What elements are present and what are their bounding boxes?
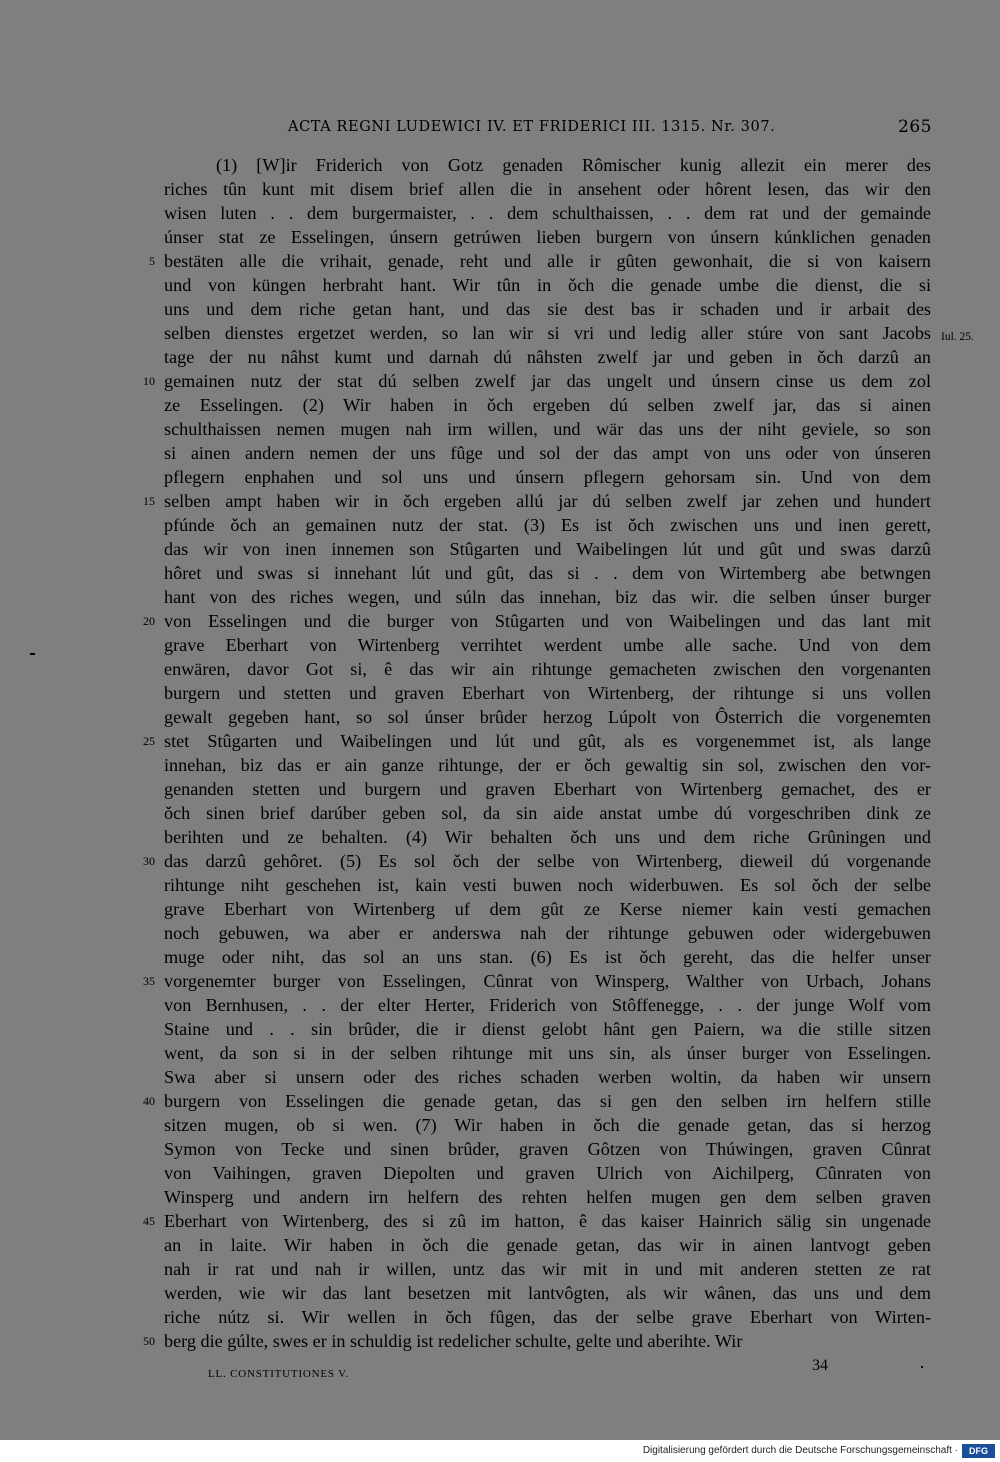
text-line: Staine und . . sin brûder, die ir dienst gelobt hânt gen Paiern, wa die stille sitzen	[164, 1019, 931, 1039]
text-line: schulthaissen nemen mugen nah irm willen, und wär das uns der niht geviele, so son	[164, 419, 931, 439]
text-line: berg die gúlte, swes er in schuldig ist redelicher schulte, gelte und aberihte. Wir	[164, 1331, 743, 1351]
line-number: 35	[143, 974, 155, 988]
text-line: hant von des riches wegen, und súln das innehan, biz das wir. die selben únser burger	[164, 587, 931, 607]
text-line: Winsperg und andern irn helfern des rehten helfen mugen gen dem selben graven	[164, 1187, 931, 1207]
text-line: an in laite. Wir haben in ǒch die genade getan, das wir in ainen lantvogt geben	[164, 1235, 931, 1255]
footer-signature-mark: 34	[812, 1357, 828, 1374]
text-line: Symon von Tecke und sinen brûder, graven Gôtzen von Thúwingen, graven Cûnrat	[164, 1139, 931, 1159]
line-number: 5	[149, 254, 155, 268]
text-line: pfúnde ǒch an gemainen nutz der stat. (3) Es ist ǒch zwischen uns und inen gerett,	[164, 515, 931, 535]
text-line: selben ampt haben wir in ǒch ergeben allú jar dú selben zwelf jar zehen und hundert	[164, 491, 931, 511]
text-line: hôret und swas si innehant lút und gût, das si . . dem von Wirtemberg abe betwngen	[164, 563, 931, 583]
text-line: únser stat ze Esselingen, únsern getrúwen lieben burgern von únsern kúnklichen genaden	[164, 227, 931, 247]
line-number: 20	[143, 614, 155, 628]
text-line: gewalt gegeben hant, so sol únser brûder herzog Lúpolt von Ôsterrich die vorgenemten	[164, 707, 931, 727]
scan-speck	[30, 653, 35, 655]
footer-series-title: LL. CONSTITUTIONES V.	[208, 1368, 350, 1380]
text-line: das darzû gehôret. (5) Es sol ǒch der selbe von Wirtenberg, dieweil dú vorgenande	[164, 851, 931, 871]
text-line: riche nútz si. Wir wellen in ǒch fûgen, das der selbe grave Eberhart von Wirten-	[164, 1307, 931, 1327]
page-number: 265	[898, 117, 932, 137]
line-number: 50	[143, 1334, 155, 1348]
text-line: innehan, biz das er ain ganze rihtunge, der er ǒch gewaltig sin sol, zwischen den vor-	[164, 755, 931, 775]
text-line: berihten und ze behalten. (4) Wir behalten ǒch uns und dem riche Grûningen und	[164, 827, 931, 847]
text-line: grave Eberhart von Wirtenberg uf dem gût ze Kerse niemer kain vesti gemachen	[164, 899, 931, 919]
text-line: von Esselingen und die burger von Stûgarten und von Waibelingen und das lant mit	[164, 611, 931, 631]
line-number: 10	[143, 374, 155, 388]
text-line: Swa aber si unsern oder des riches schaden werben woltin, da haben wir unsern	[164, 1067, 931, 1087]
dfg-logo-icon[interactable]: DFG	[962, 1444, 995, 1458]
margin-date-note: Iul. 25.	[941, 331, 974, 343]
text-line: das wir von inen innemen son Stûgarten und Waibelingen lút und gût und swas darzû	[164, 539, 931, 559]
text-line: nah ir rat und nah ir willen, untz das wir mit in und mit anderen stetten ze rat	[164, 1259, 931, 1279]
line-number: 25	[143, 734, 155, 748]
text-line: sitzen mugen, ob si wen. (7) Wir haben in ǒch die genade getan, das si herzog	[164, 1115, 931, 1135]
line-number: 45	[143, 1214, 155, 1228]
text-line: von Bernhusen, . . der elter Herter, Friderich von Stôffenegge, . . der junge Wolf vom	[164, 995, 931, 1015]
text-line: Eberhart von Wirtenberg, des si zû im hatton, ê das kaiser Hainrich sälig sin ungenade	[164, 1211, 931, 1231]
text-line: burgern von Esselingen die genade getan, das si gen den selben irn helfern stille	[164, 1091, 931, 1111]
text-line: tage der nu nâhst kumt und darnah dú nâhsten zwelf jar und geben in ǒch darzû an	[164, 347, 931, 367]
text-line: wisen luten . . dem burgermaister, . . dem schulthaissen, . . dem rat und der gemainde	[164, 203, 931, 223]
text-line: rihtunge niht geschehen ist, kain vesti buwen noch widerbuwen. Es sol ǒch der selbe	[164, 875, 931, 895]
text-line: muge oder niht, das sol an uns stan. (6) Es ist ǒch gereht, das die helfer unser	[164, 947, 931, 967]
text-line: grave Eberhart von Wirtenberg verrihtet werdent umbe alle sache. Und von dem	[164, 635, 931, 655]
text-line: gemainen nutz der stat dú selben zwelf jar das ungelt und únsern cinse us dem zol	[164, 371, 931, 391]
line-number: 40	[143, 1094, 155, 1108]
funding-credit-text: Digitalisierung gefördert durch die Deutsche Forschungsgemeinschaft ·	[642, 1445, 958, 1456]
funding-credit-bar	[0, 1440, 1000, 1462]
text-line: genanden stetten und burgern und graven Eberhart von Wirtenberg gemachet, des er	[164, 779, 931, 799]
text-line: selben dienstes ergetzet werden, so lan wir si vri und ledig aller stúre von sant Jacobs	[164, 323, 931, 343]
text-line: bestäten alle die vrihait, genade, reht und alle ir gûten gewonhait, die si von kaisern	[164, 251, 931, 271]
text-line: und von küngen herbraht hant. Wir tûn in ǒch die genade umbe die dienst, die si	[164, 275, 931, 295]
line-number: 15	[143, 494, 155, 508]
text-line: von Vaihingen, graven Diepolten und graven Ulrich von Aichilperg, Cûnraten von	[164, 1163, 931, 1183]
text-line: (1) [W]ir Friderich von Gotz genaden Rômischer kunig allezit ein merer des	[216, 155, 931, 175]
text-line: went, da son si in der selben rihtunge mit uns sin, als únser burger von Esselingen.	[164, 1043, 931, 1063]
text-line: si ainen andern nemen der uns fûge und sol der das ampt von uns oder von únseren	[164, 443, 931, 463]
running-header: ACTA REGNI LUDEWICI IV. ET FRIDERICI III. 1315. Nr. 307.	[288, 119, 776, 135]
line-number: 30	[143, 854, 155, 868]
text-line: stet Stûgarten und Waibelingen und lút und gût, als es vorgenemmet ist, als lange	[164, 731, 931, 751]
text-line: vorgenemter burger von Esselingen, Cûnrat von Winsperg, Walther von Urbach, Johans	[164, 971, 931, 991]
text-line: ze Esselingen. (2) Wir haben in ǒch ergeben dú selben zwelf jar, das si ainen	[164, 395, 931, 415]
text-line: enwären, davor Got si, ê das wir ain rihtunge gemacheten zwischen den vorgenanten	[164, 659, 931, 679]
text-line: werden, wie wir das lant besetzen mit lantvôgten, als wir wânen, das uns und dem	[164, 1283, 931, 1303]
text-line: riches tûn kunt mit disem brief allen die in ansehent oder hôrent lesen, das wir den	[164, 179, 931, 199]
text-line: noch gebuwen, wa aber er anderswa nah der rihtunge gebuwen oder widergebuwen	[164, 923, 931, 943]
text-line: pflegern enphahen und sol uns und únsern pflegern gehorsam sin. Und von dem	[164, 467, 931, 487]
text-line: burgern und stetten und graven Eberhart von Wirtenberg, der rihtunge si uns vollen	[164, 683, 931, 703]
footer-dot	[921, 1366, 923, 1368]
text-line: ǒch sinen brief darúber geben sol, da sin aide anstat umbe dú vorgeschriben dink ze	[164, 803, 931, 823]
text-line: uns und dem riche getan hant, und das sie dest bas ir schaden und ir arbait des	[164, 299, 931, 319]
